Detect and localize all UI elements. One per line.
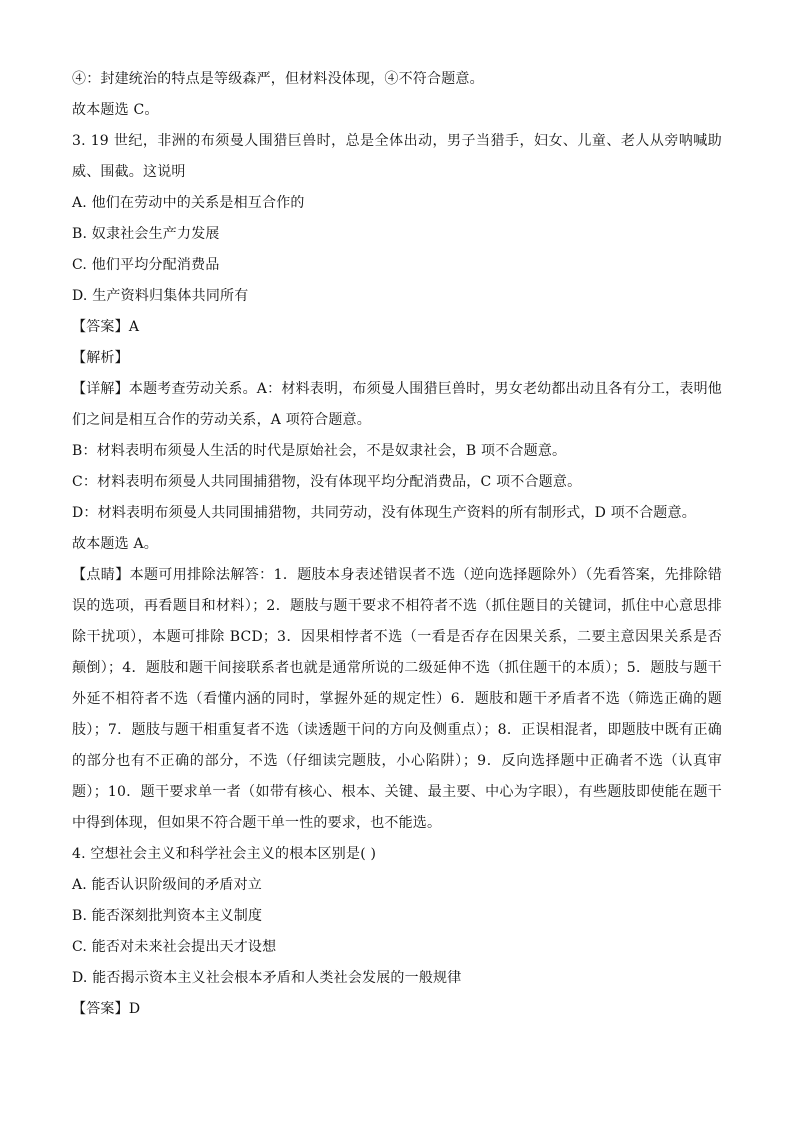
question-3-detail xyxy=(72,374,722,436)
question-4-option-d: D. 能否揭示资本主义社会根本矛盾和人类社会发展的一般规律 xyxy=(72,970,462,986)
detail-text: 本题考查劳动关系。A：材料表明，布须曼人围猎巨兽时，男女老幼都出动且各有分工，表明他们之间是相互合作的劳动关系，A 项符合题意。 xyxy=(72,381,722,428)
answer-value: D xyxy=(128,1001,141,1017)
conclusion-line: 故本题选 C。 xyxy=(72,102,159,118)
question-3-option-b: B. 奴隶社会生产力发展 xyxy=(72,226,220,242)
question-3-conclusion: 故本题选 A。 xyxy=(72,536,158,552)
question-3-tip xyxy=(72,560,722,839)
question-4-stem: 4. 空想社会主义和科学社会主义的根本区别是( ) xyxy=(72,846,377,862)
question-3-option-c: C. 他们平均分配消费品 xyxy=(72,257,220,273)
question-3-option-a: A. 他们在劳动中的关系是相互合作的 xyxy=(72,195,305,211)
question-3-option-d: D. 生产资料归集体共同所有 xyxy=(72,288,249,304)
explanation-line-4: ④：封建统治的特点是等级森严，但材料没体现，④不符合题意。 xyxy=(72,71,484,87)
answer-tag: 【答案】 xyxy=(72,1001,129,1017)
question-4-answer xyxy=(72,994,722,1025)
answer-tag: 【答案】 xyxy=(72,319,129,335)
question-3-c-explanation: C：材料表明布须曼人共同围捕猎物，没有体现平均分配消费品，C 项不合题意。 xyxy=(72,474,582,490)
question-4-option-a: A. 能否认识阶级间的矛盾对立 xyxy=(72,877,263,893)
document-page xyxy=(72,64,722,1025)
question-3-answer xyxy=(72,312,722,343)
question-3-analysis-tag: 【解析】 xyxy=(72,350,129,366)
detail-tag: 【详解】 xyxy=(72,381,129,397)
tip-text: 本题可用排除法解答：1．题肢本身表述错误者不选（逆向选择题除外）（先看答案，先排除错误的选项，再看题目和材料）；2．题肢与题干要求不相符者不选（抓住题目的关键词，抓住中心意思排除干扰项），本题可排除 BCD；3．因果相悖者不选（一看是否存在因果关系，二要主意因果关系是否颠倒）；4．题肢和题干间接联系者也就是通常所说的二级延伸不选（抓住题干的本质）；5．题肢与题干外延不相符者不选（看懂内涵的同时，掌握外延的规定性）6．题肢和题干矛盾者不选（筛选正确的题肢）；7．题肢与题干相重复者不选（读透题干问的方向及侧重点）；8．正误相混者，即题肢中既有正确的部分也有不正确的部分，不选（仔细读完题肢，小心陷阱）；9．反向选择题中正确者不选（认真审题）；10．题干要求单一者（如带有核心、根本、关键、最主要、中心为字眼），有些题肢即使能在题干中得到体现，但如果不符合题干单一性的要求，也不能选。 xyxy=(72,567,722,831)
tip-tag: 【点睛】 xyxy=(72,567,130,583)
question-4-option-b: B. 能否深刻批判资本主义制度 xyxy=(72,908,263,924)
answer-value: A xyxy=(128,319,140,335)
question-3-b-explanation: B：材料表明布须曼人生活的时代是原始社会，不是奴隶社会，B 项不合题意。 xyxy=(72,443,567,459)
question-3-stem: 3. 19 世纪，非洲的布须曼人围猎巨兽时，总是全体出动，男子当猎手，妇女、儿童、老人从旁呐喊助威、围截。这说明 xyxy=(72,133,722,180)
question-3-d-explanation: D：材料表明布须曼人共同围捕猎物，共同劳动，没有体现生产资料的所有制形式，D 项不合题意。 xyxy=(72,505,696,521)
question-4-option-c: C. 能否对未来社会提出天才设想 xyxy=(72,939,277,955)
